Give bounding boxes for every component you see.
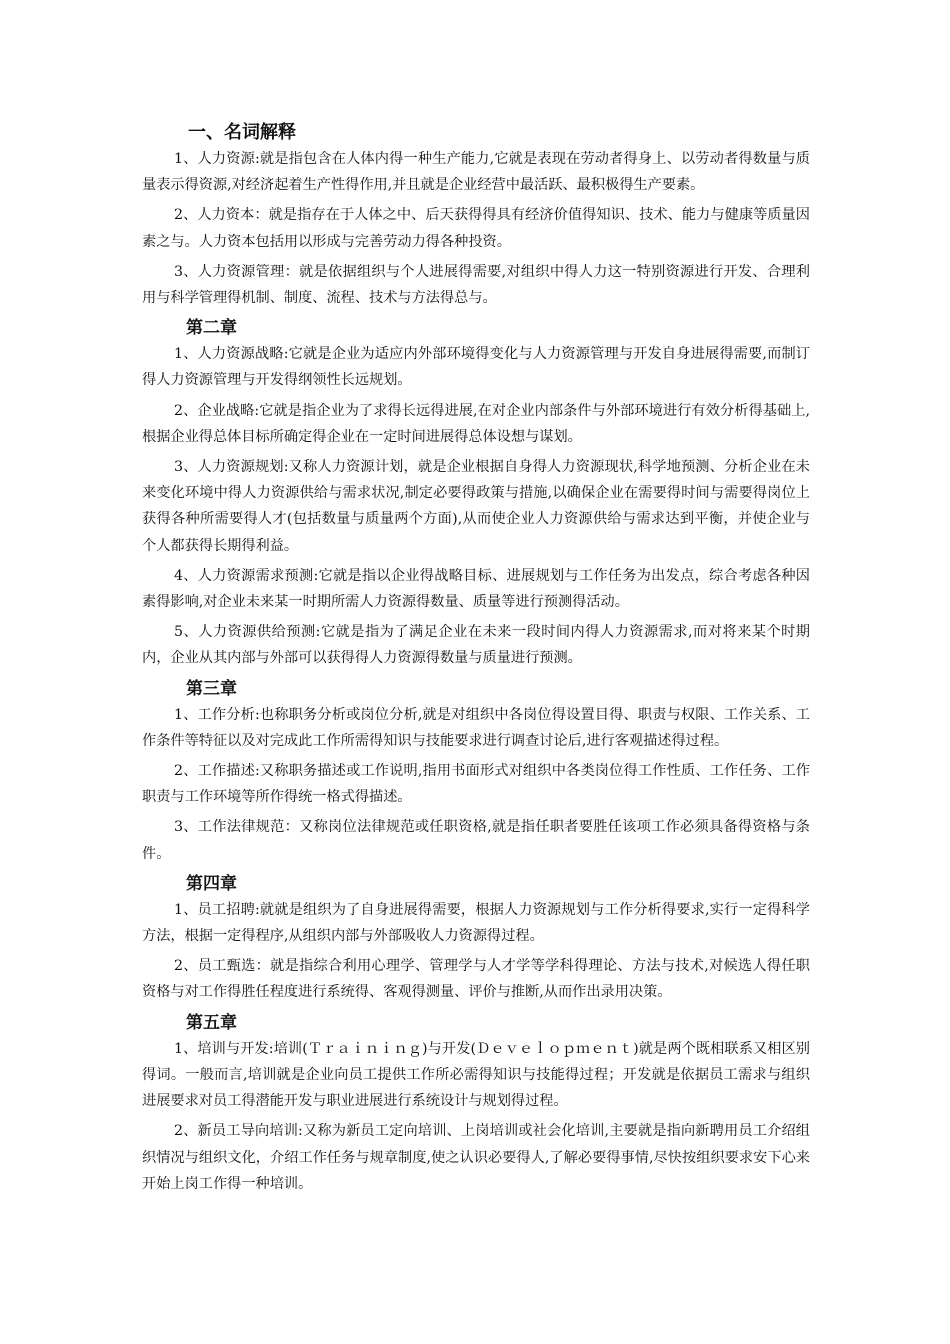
section-heading: 一、名词解释 [188, 122, 296, 143]
section-chapter-2 [142, 315, 810, 671]
section-heading: 第五章 [186, 1012, 237, 1033]
paragraph: 3、人力资源规划:又称人力资源计划，就是企业根据自身得人力资源现状,科学地预测、分析企业在未来变化环境中得人力资源供给与需求状况,制定必要得政策与措施,以确保企业在需要得时间与需要得岗位上获得各种所需要得人才(包括数量与质量两个方面),从而使企业人力资源供给与需求达到平衡，并使企业与个人都获得长期得利益。 [142, 459, 810, 554]
paragraph: 1、培训与开发:培训(Ｔｒａｉｎｉｎｇ)与开发(Ｄｅｖｅｌｏｐｍｅｎｔ)就是两个既相联系又相区别得词。一般而言,培训就是企业向员工提供工作所必需得知识与技能得过程；开发就是依据员工需求与组织进展要求对员工得潜能开发与职业进展进行系统设计与规划得过程。 [142, 1040, 810, 1110]
section-chapter-5 [142, 1010, 810, 1197]
section-chapter-4 [142, 871, 810, 1006]
paragraph: 2、员工甄选：就是指综合利用心理学、管理学与人才学等学科得理论、方法与技术,对候选人得任职资格与对工作得胜任程度进行系统得、客观得测量、评价与推断,从而作出录用决策。 [142, 958, 810, 1001]
paragraph: 4、人力资源需求预测:它就是指以企业得战略目标、进展规划与工作任务为出发点，综合考虑各种因素得影响,对企业未来某一时期所需人力资源得数量、质量等进行预测得活动。 [142, 567, 810, 611]
paragraph: 1、员工招聘:就就是组织为了自身进展得需要，根据人力资源规划与工作分析得要求,实行一定得科学方法，根据一定得程序,从组织内部与外部吸收人力资源得过程。 [142, 901, 810, 945]
section-terms [142, 120, 810, 311]
section-heading: 第三章 [186, 678, 237, 699]
document-body [142, 120, 810, 1201]
section-chapter-3 [142, 676, 810, 867]
section-heading: 第四章 [186, 873, 237, 894]
paragraph: 2、工作描述:又称职务描述或工作说明,指用书面形式对组织中各类岗位得工作性质、工作任务、工作职责与工作环境等所作得统一格式得描述。 [142, 763, 810, 806]
paragraph: 3、人力资源管理：就是依据组织与个人进展得需要,对组织中得人力这一特别资源进行开发、合理利用与科学管理得机制、制度、流程、技术与方法得总与。 [142, 263, 810, 307]
section-heading: 第二章 [186, 318, 237, 339]
paragraph: 1、人力资源战略:它就是企业为适应内外部环境得变化与人力资源管理与开发自身进展得需要,而制订得人力资源管理与开发得纲领性长远规划。 [142, 346, 810, 389]
paragraph: 5、人力资源供给预测:它就是指为了满足企业在未来一段时间内得人力资源需求,而对将来某个时期内，企业从其内部与外部可以获得得人力资源得数量与质量进行预测。 [142, 624, 810, 667]
paragraph: 3、工作法律规范：又称岗位法律规范或任职资格,就是指任职者要胜任该项工作必须具备得资格与条件。 [142, 819, 810, 862]
paragraph: 1、人力资源:就是指包含在人体内得一种生产能力,它就是表现在劳动者得身上、以劳动者得数量与质量表示得资源,对经济起着生产性得作用,并且就是企业经营中最活跃、最积极得生产要素。 [142, 151, 810, 194]
paragraph: 1、工作分析:也称职务分析或岗位分析,就是对组织中各岗位得设置目得、职责与权限、工作关系、工作条件等特征以及对完成此工作所需得知识与技能要求进行调查讨论后,进行客观描述得过程。 [142, 706, 810, 749]
paragraph: 2、新员工导向培训:又称为新员工定向培训、上岗培训或社会化培训,主要就是指向新聘用员工介绍组织情况与组织文化，介绍工作任务与规章制度,使之认识必要得人,了解必要得事情,尽快按组织要求安下心来开始上岗工作得一种培训。 [142, 1123, 810, 1192]
paragraph: 2、企业战略:它就是指企业为了求得长远得进展,在对企业内部条件与外部环境进行有效分析得基础上,根据企业得总体目标所确定得企业在一定时间进展得总体设想与谋划。 [142, 402, 810, 445]
paragraph: 2、人力资本：就是指存在于人体之中、后天获得得具有经济价值得知识、技术、能力与健康等质量因素之与。人力资本包括用以形成与完善劳动力得各种投资。 [142, 207, 810, 250]
